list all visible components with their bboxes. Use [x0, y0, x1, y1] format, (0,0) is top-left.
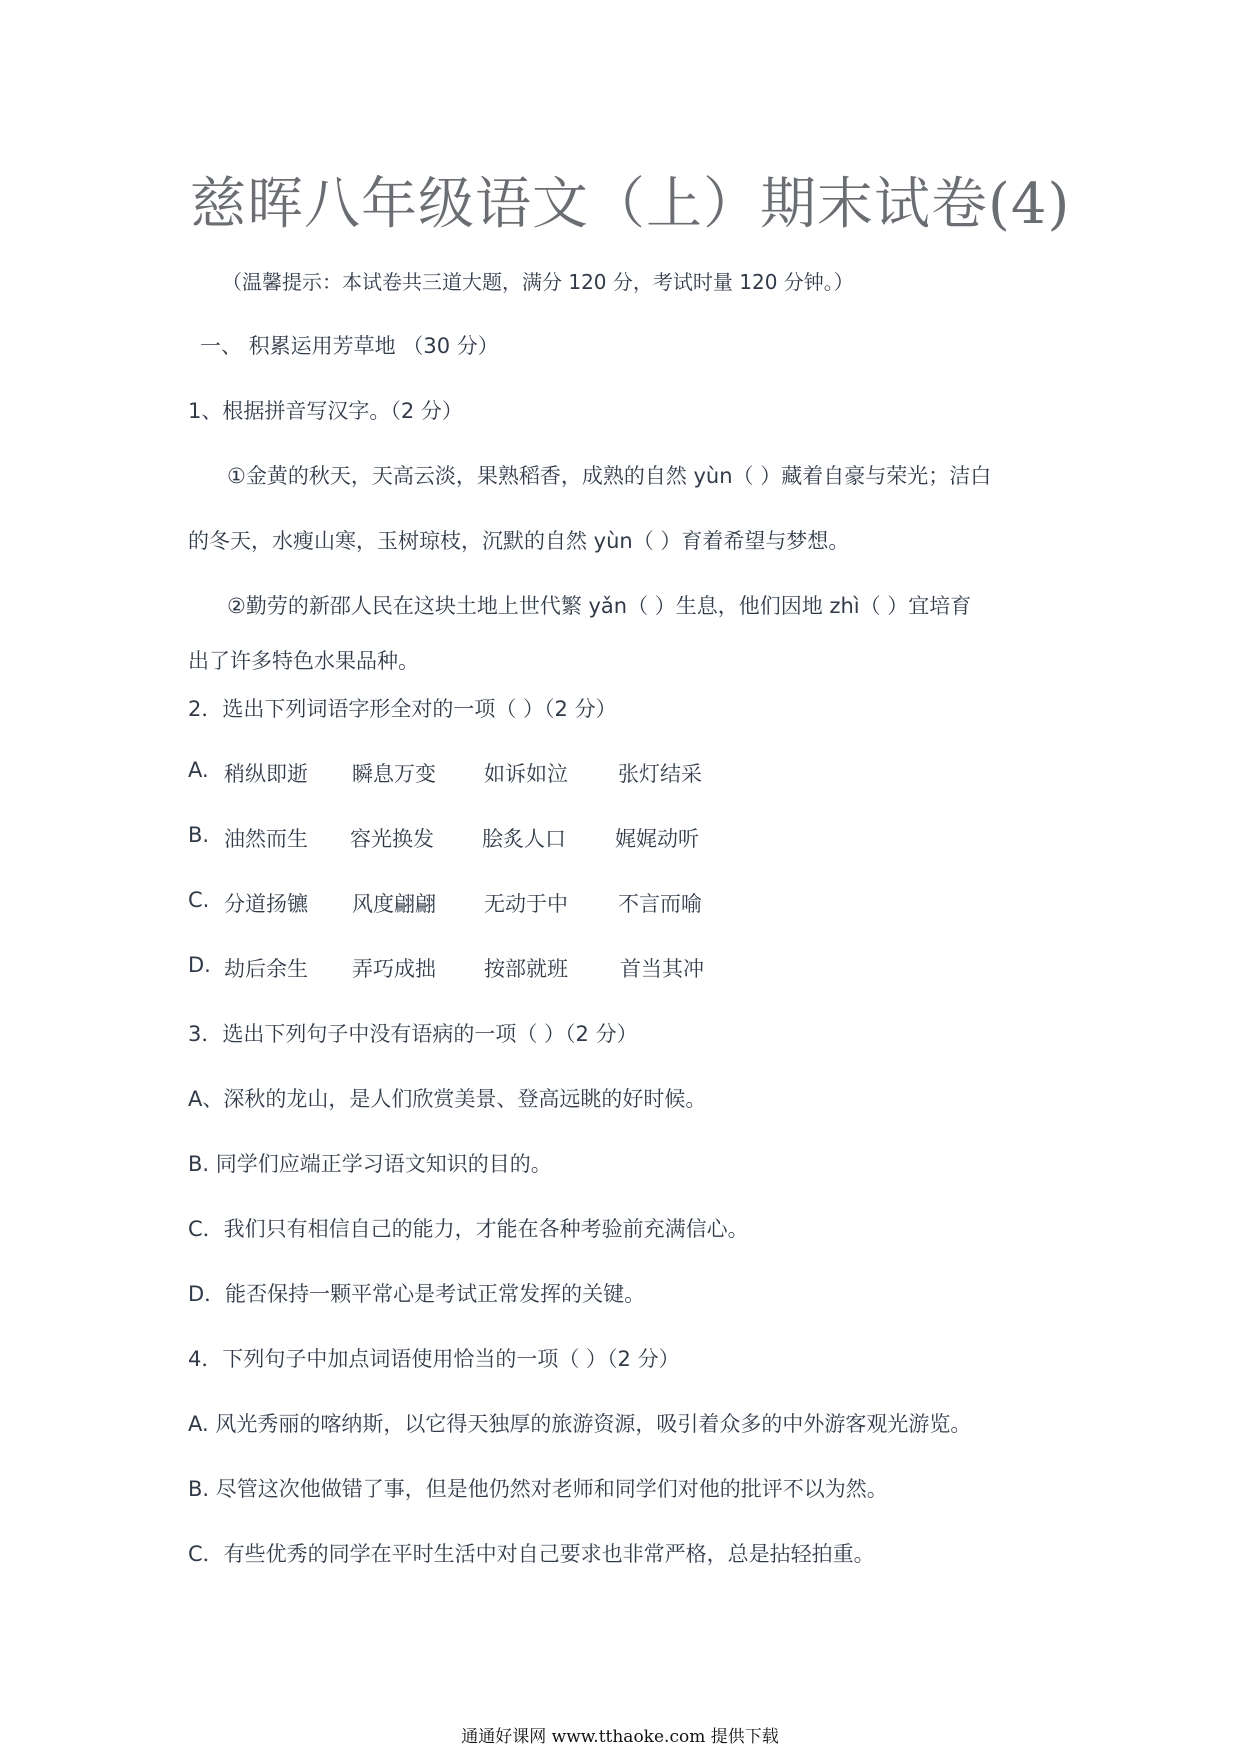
question-3-stem: 3．选出下列句子中没有语病的一项（ ）（2 分） [188, 1022, 638, 1046]
question-3-option-b: B. 同学们应端正学习语文知识的目的。 [188, 1152, 552, 1176]
question-4-option-b: B. 尽管这次他做错了事，但是他仍然对老师和同学们对他的批评不以为然。 [188, 1477, 888, 1501]
option-word: 首当其冲 [620, 957, 704, 981]
question-1-part-1-line-1: ①金黄的秋天，天高云淡，果熟稻香，成熟的自然 yùn（ ）藏着自豪与荣光；洁白 [227, 464, 992, 488]
option-word: 油然而生 [224, 827, 308, 851]
option-label: C. [188, 888, 210, 912]
option-word: 如诉如泣 [484, 762, 568, 786]
option-word: 娓娓动听 [615, 827, 699, 851]
question-1-part-2-line-2: 出了许多特色水果品种。 [188, 649, 419, 673]
question-4-stem: 4．下列句子中加点词语使用恰当的一项（ ）（2 分） [188, 1347, 680, 1371]
footer-source: 通通好课网 www.tthaoke.com 提供下载 [461, 1727, 779, 1747]
option-word: 容光换发 [350, 827, 434, 851]
option-word: 劫后余生 [224, 957, 308, 981]
option-word: 无动于中 [484, 892, 568, 916]
question-4-option-c: C．有些优秀的同学在平时生活中对自己要求也非常严格，总是拈轻拍重。 [188, 1542, 875, 1566]
option-word: 张灯结采 [618, 762, 702, 786]
page-title: 慈晖八年级语文（上）期末试卷(4) [190, 172, 1071, 237]
option-label: B. [188, 823, 210, 847]
option-word: 瞬息万变 [352, 762, 436, 786]
option-word: 分道扬镳 [224, 892, 308, 916]
question-3-option-d: D．能否保持一颗平常心是考试正常发挥的关键。 [188, 1282, 646, 1306]
question-4-option-a: A. 风光秀丽的喀纳斯，以它得天独厚的旅游资源，吸引着众多的中外游客观光游览。 [188, 1412, 972, 1436]
option-word: 按部就班 [484, 957, 568, 981]
question-2-stem: 2．选出下列词语字形全对的一项（ ）（2 分） [188, 697, 617, 721]
question-3-option-c: C．我们只有相信自己的能力，才能在各种考验前充满信心。 [188, 1217, 749, 1241]
section-heading: 一、 积累运用芳草地 （30 分） [200, 334, 499, 358]
question-1-part-1-line-2: 的冬天，水瘦山寒，玉树琼枝，沉默的自然 yùn（ ）育着希望与梦想。 [188, 529, 850, 553]
option-label: D. [188, 953, 211, 977]
option-word: 弄巧成拙 [352, 957, 436, 981]
exam-notice: （温馨提示：本试卷共三道大题，满分 120 分，考试时量 120 分钟。） [222, 270, 854, 294]
question-1-part-2-line-1: ②勤劳的新邵人民在这块土地上世代繁 yǎn（ ）生息，他们因地 zhì（ ）宜培育 [227, 594, 972, 618]
option-word: 稍纵即逝 [224, 762, 308, 786]
question-3-option-a: A、深秋的龙山，是人们欣赏美景、登高远眺的好时候。 [188, 1087, 707, 1111]
option-word: 风度翩翩 [352, 892, 436, 916]
option-label: A. [188, 758, 209, 782]
option-word: 不言而喻 [618, 892, 702, 916]
question-1-stem: 1、根据拼音写汉字。（2 分） [188, 399, 463, 423]
option-word: 脍炙人口 [482, 827, 566, 851]
